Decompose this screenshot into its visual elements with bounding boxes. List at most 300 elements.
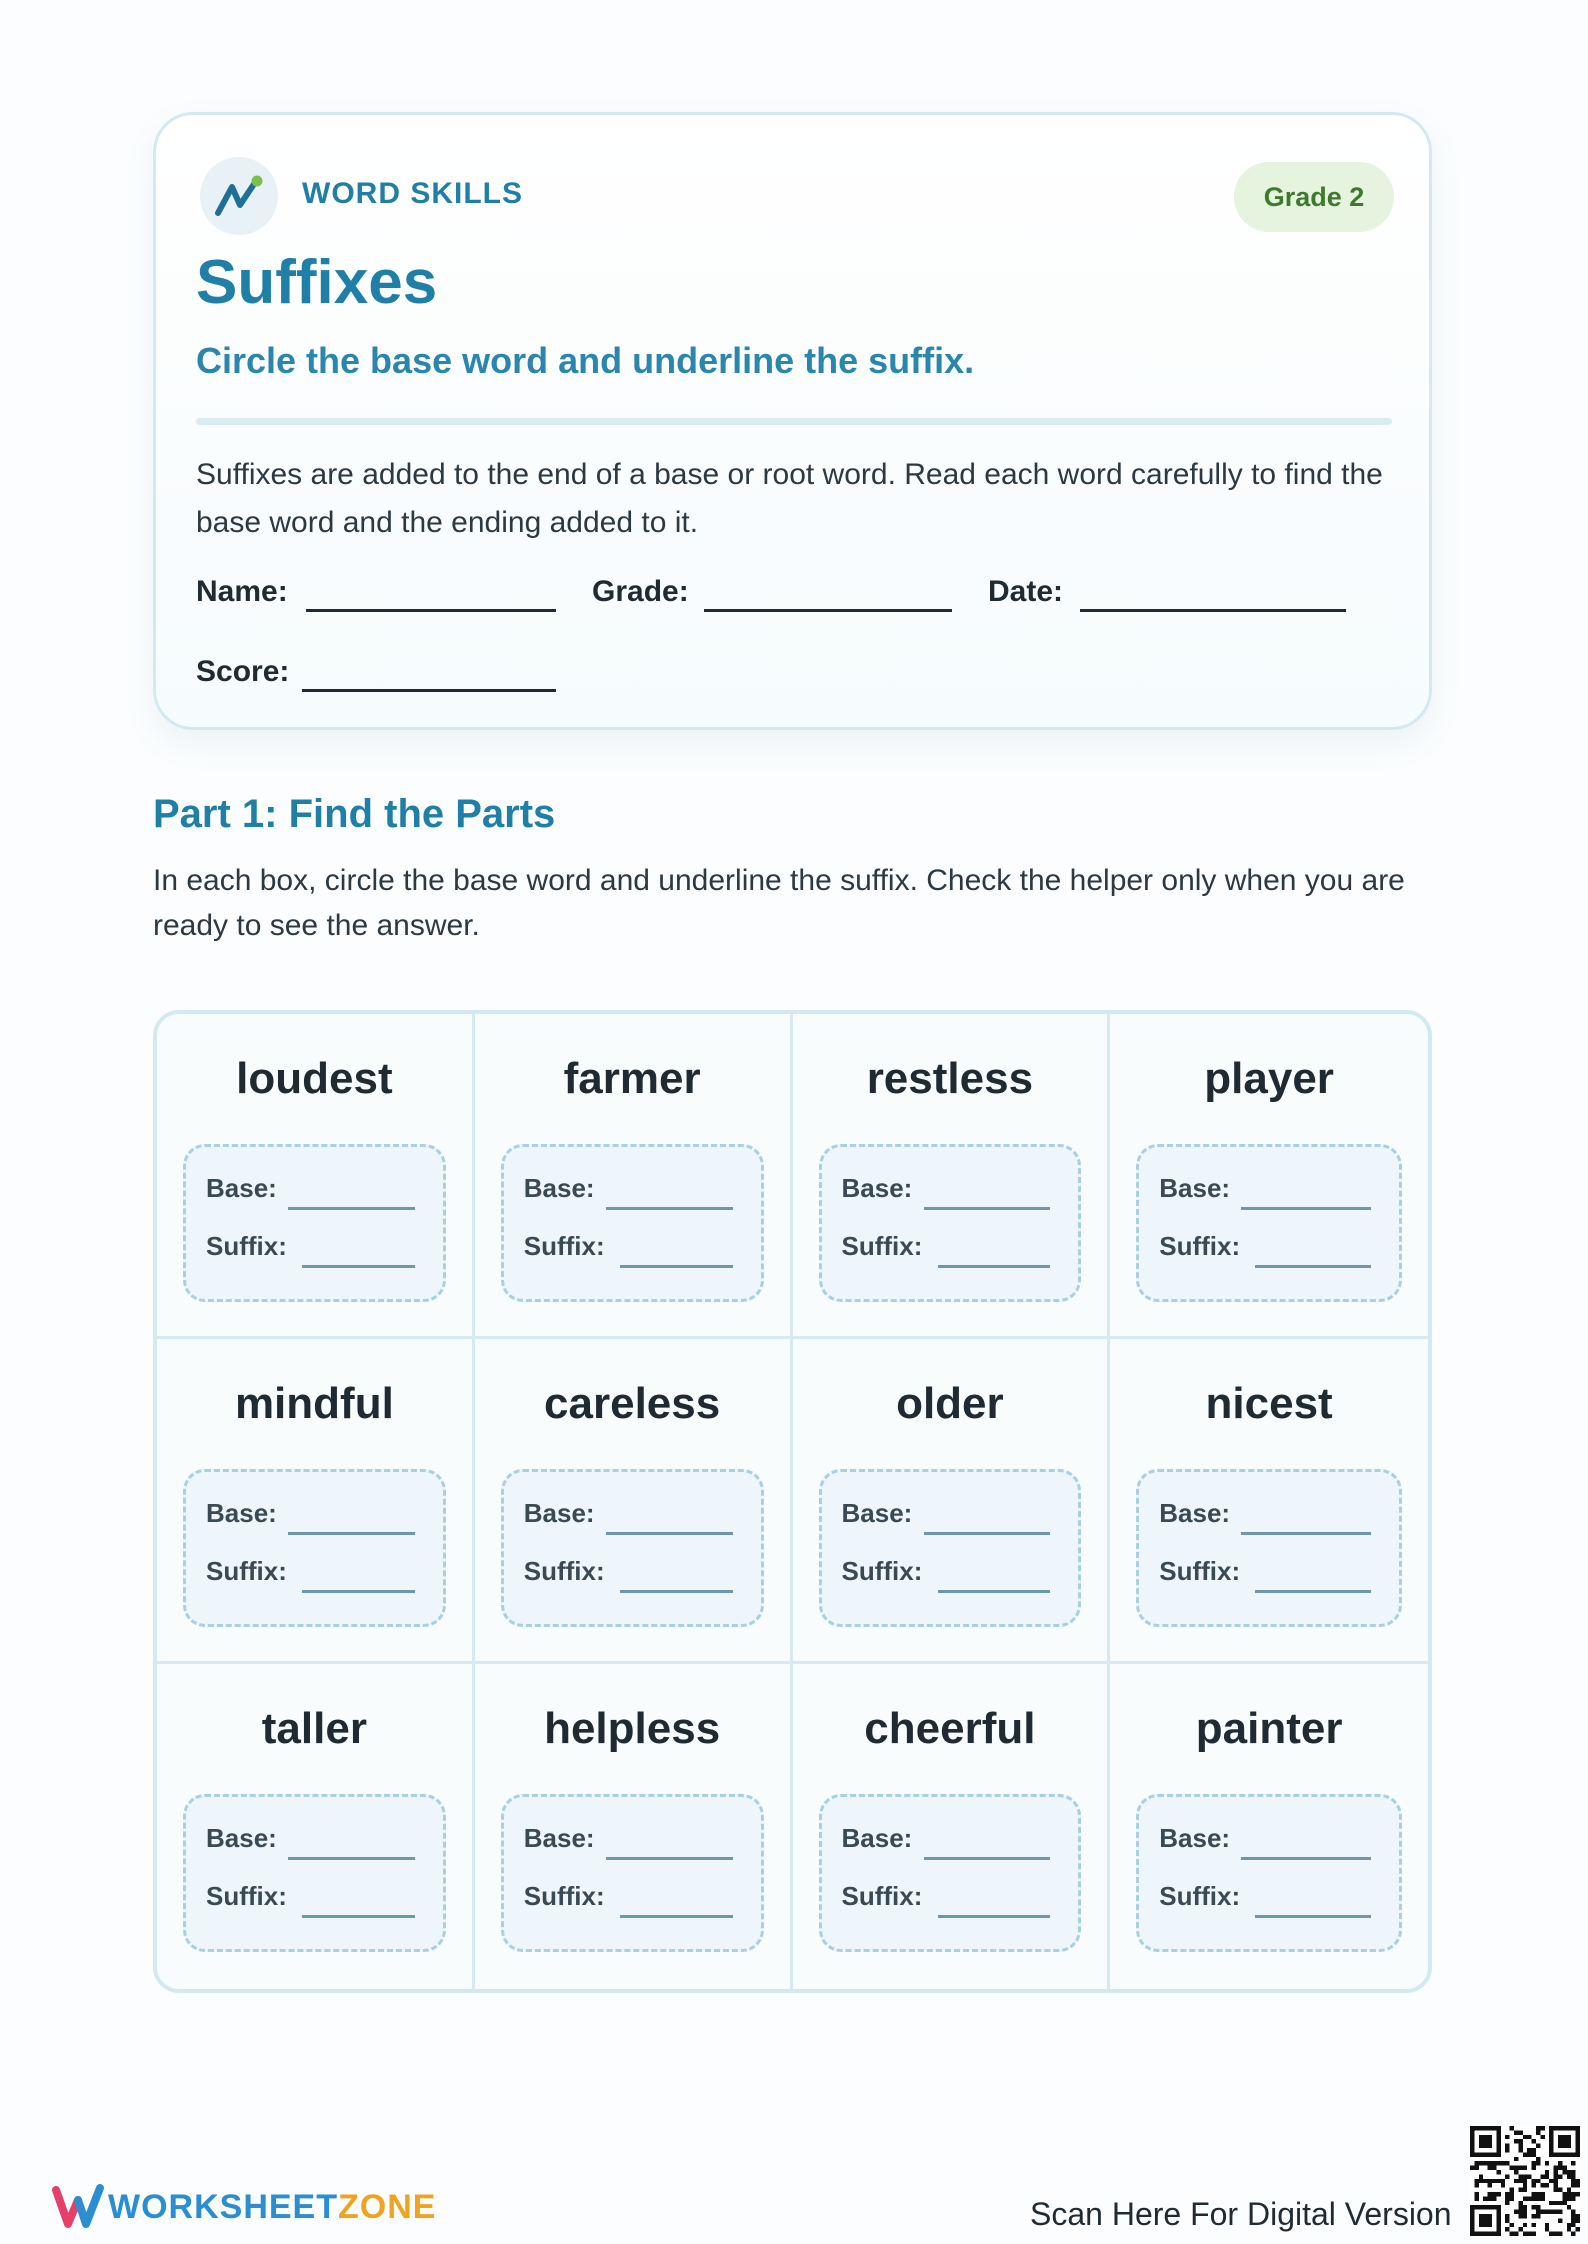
header-card	[153, 112, 1432, 730]
qr-module	[1540, 2196, 1544, 2200]
qr-module	[1558, 2135, 1571, 2148]
qr-module	[1518, 2144, 1522, 2148]
qr-module	[1545, 2170, 1549, 2174]
suffix-answer-line[interactable]	[938, 1915, 1051, 1918]
qr-module	[1523, 2135, 1527, 2139]
qr-module	[1576, 2183, 1580, 2187]
qr-module	[1518, 2166, 1522, 2170]
suffix-label: Suffix:	[1159, 1556, 1241, 1586]
qr-module	[1532, 2152, 1536, 2156]
qr-module	[1488, 2196, 1492, 2200]
qr-module	[1518, 2210, 1522, 2214]
qr-module	[1510, 2223, 1514, 2227]
suffix-answer-row	[842, 1227, 1065, 1267]
base-label: Base:	[841, 1823, 913, 1853]
target-word[interactable]: mindful	[234, 1379, 394, 1428]
intro-text: Suffixes are added to the end of a base or root word. Read each word carefully to find the base word and the ending added to it.	[196, 458, 1383, 539]
qr-module	[1514, 2170, 1518, 2174]
qr-module	[1474, 2179, 1478, 2183]
qr-module	[1532, 2166, 1536, 2170]
qr-module	[1532, 2192, 1536, 2196]
qr-module	[1536, 2214, 1540, 2218]
suffix-label: Suffix:	[841, 1231, 923, 1261]
qr-module	[1505, 2218, 1509, 2222]
qr-module	[1510, 2232, 1514, 2236]
qr-module	[1501, 2179, 1505, 2183]
qr-module	[1501, 2183, 1505, 2187]
qr-module	[1505, 2148, 1509, 2152]
trend-line-icon	[200, 157, 278, 235]
suffix-answer-line[interactable]	[938, 1265, 1051, 1268]
qr-module	[1514, 2232, 1518, 2236]
qr-module	[1496, 2192, 1500, 2196]
target-word[interactable]: farmer	[563, 1054, 701, 1103]
qr-module	[1562, 2196, 1566, 2200]
base-answer-row	[842, 1494, 1065, 1534]
base-answer-line[interactable]	[288, 1207, 415, 1210]
qr-module	[1532, 2214, 1536, 2218]
qr-module	[1576, 2214, 1580, 2218]
qr-module	[1483, 2161, 1487, 2165]
qr-module	[1571, 2232, 1575, 2236]
header-divider	[196, 418, 1392, 425]
suffix-label: Suffix:	[206, 1231, 287, 1261]
suffix-answer-row	[206, 1877, 429, 1917]
qr-module	[1567, 2196, 1571, 2200]
qr-module	[1545, 2161, 1549, 2165]
qr-module	[1474, 2161, 1478, 2165]
qr-module	[1554, 2170, 1558, 2174]
qr-module	[1571, 2170, 1575, 2174]
qr-module	[1518, 2227, 1522, 2231]
qr-module	[1536, 2161, 1540, 2165]
qr-module	[1496, 2179, 1500, 2183]
qr-module	[1479, 2161, 1483, 2165]
suffix-label: Suffix:	[523, 1881, 605, 1911]
suffix-answer-row	[206, 1227, 429, 1267]
qr-module	[1523, 2210, 1527, 2214]
base-answer-line[interactable]	[1241, 1532, 1371, 1535]
qr-module	[1527, 2174, 1531, 2178]
qr-module	[1532, 2223, 1536, 2227]
qr-module	[1536, 2179, 1540, 2183]
qr-module	[1571, 2210, 1575, 2214]
qr-module	[1496, 2161, 1500, 2165]
suffix-answer-line[interactable]	[1255, 1915, 1371, 1918]
qr-module	[1518, 2201, 1522, 2205]
qr-module	[1488, 2183, 1492, 2187]
score-field[interactable]	[196, 655, 289, 689]
qr-module	[1576, 2218, 1580, 2222]
qr-module	[1518, 2205, 1522, 2209]
page-title: Suffixes	[196, 248, 438, 317]
qr-module	[1479, 2214, 1492, 2227]
base-answer-line[interactable]	[924, 1532, 1051, 1535]
base-answer-row	[1159, 1819, 1385, 1859]
answer-box	[819, 1144, 1082, 1302]
grade-badge: Grade 2	[1234, 162, 1394, 232]
score-line[interactable]	[302, 689, 556, 692]
qr-module	[1558, 2161, 1562, 2165]
qr-module	[1540, 2183, 1544, 2187]
qr-module	[1545, 2210, 1549, 2214]
qr-module	[1523, 2152, 1527, 2156]
qr-module	[1527, 2135, 1531, 2139]
page-subtitle: Circle the base word and underline the suffix.	[196, 340, 975, 381]
qr-module	[1532, 2139, 1536, 2143]
qr-module	[1501, 2161, 1505, 2165]
word-card	[793, 1339, 1111, 1664]
grade-line[interactable]	[704, 609, 952, 612]
qr-module	[1554, 2201, 1558, 2205]
qr-module	[1554, 2179, 1558, 2183]
base-label: Base:	[1159, 1173, 1231, 1203]
base-label: Base:	[523, 1823, 595, 1853]
answer-box	[1136, 1794, 1402, 1952]
qr-module	[1576, 2192, 1580, 2196]
qr-module	[1567, 2205, 1571, 2209]
qr-module	[1492, 2179, 1496, 2183]
qr-module	[1562, 2201, 1566, 2205]
qr-module	[1523, 2179, 1527, 2183]
footer-brand-main: WORKSHEET	[108, 2188, 338, 2226]
qr-module	[1540, 2174, 1544, 2178]
qr-module	[1479, 2174, 1483, 2178]
qr-module	[1492, 2192, 1496, 2196]
qr-module	[1576, 2227, 1580, 2231]
suffix-answer-row	[206, 1552, 429, 1592]
qr-module	[1558, 2201, 1562, 2205]
qr-module	[1523, 2214, 1527, 2218]
footer-brand-accent: ZONE	[338, 2188, 437, 2226]
suffix-label: Suffix:	[1159, 1881, 1241, 1911]
qr-module	[1532, 2183, 1536, 2187]
date-label: Date:	[988, 575, 1064, 608]
qr-module	[1523, 2196, 1527, 2200]
qr-module	[1518, 2179, 1522, 2183]
qr-module	[1536, 2126, 1540, 2130]
qr-module	[1523, 2205, 1527, 2209]
qr-module	[1549, 2201, 1553, 2205]
qr-module	[1488, 2179, 1492, 2183]
qr-module	[1532, 2205, 1536, 2209]
qr-module	[1514, 2139, 1518, 2143]
qr-module	[1571, 2223, 1575, 2227]
base-answer-row	[842, 1169, 1065, 1209]
qr-module	[1571, 2174, 1575, 2178]
qr-module	[1540, 2192, 1544, 2196]
qr-module	[1518, 2188, 1522, 2192]
answer-box	[183, 1794, 446, 1952]
qr-module	[1505, 2174, 1509, 2178]
worksheetzone-logo-icon	[52, 2184, 104, 2235]
qr-module	[1549, 2179, 1553, 2183]
qr-module	[1510, 2166, 1514, 2170]
answer-box	[1136, 1469, 1402, 1627]
qr-module	[1523, 2232, 1527, 2236]
word-card	[793, 1014, 1111, 1339]
qr-module	[1474, 2183, 1478, 2187]
qr-module	[1527, 2152, 1531, 2156]
qr-module	[1571, 2218, 1575, 2222]
qr-module	[1510, 2196, 1514, 2200]
qr-module	[1571, 2183, 1575, 2187]
base-label: Base:	[206, 1498, 277, 1528]
suffix-label: Suffix:	[841, 1881, 923, 1911]
qr-module	[1479, 2135, 1492, 2148]
date-line[interactable]	[1080, 609, 1346, 612]
base-label: Base:	[206, 1823, 277, 1853]
qr-module	[1523, 2183, 1527, 2187]
qr-module	[1474, 2166, 1478, 2170]
qr-module	[1527, 2232, 1531, 2236]
name-line[interactable]	[306, 609, 556, 612]
qr-module	[1545, 2223, 1549, 2227]
word-card	[157, 1664, 475, 1989]
target-word[interactable]: helpless	[544, 1704, 721, 1753]
base-answer-line[interactable]	[606, 1207, 733, 1210]
suffix-answer-row	[842, 1877, 1065, 1917]
qr-module	[1483, 2179, 1487, 2183]
suffix-answer-line[interactable]	[1255, 1265, 1371, 1268]
base-answer-row	[206, 1819, 429, 1859]
target-word[interactable]: loudest	[236, 1054, 393, 1103]
answer-box	[819, 1469, 1082, 1627]
suffix-answer-line[interactable]	[620, 1590, 733, 1593]
qr-module	[1510, 2188, 1514, 2192]
qr-module	[1474, 2192, 1478, 2196]
grade-field[interactable]	[592, 575, 689, 609]
base-label: Base:	[523, 1498, 595, 1528]
qr-module	[1514, 2130, 1518, 2134]
base-label: Base:	[1159, 1498, 1231, 1528]
word-card	[157, 1339, 475, 1664]
answer-box	[501, 1794, 764, 1952]
suffix-answer-row	[1159, 1552, 1385, 1592]
qr-module	[1540, 2135, 1544, 2139]
base-answer-line[interactable]	[924, 1207, 1051, 1210]
qr-module	[1505, 2135, 1509, 2139]
suffix-answer-row	[524, 1552, 747, 1592]
target-word[interactable]: restless	[866, 1054, 1034, 1103]
target-word[interactable]: painter	[1195, 1704, 1343, 1753]
target-word[interactable]: older	[896, 1379, 1004, 1428]
footer-brand	[108, 2188, 436, 2227]
word-card	[475, 1664, 793, 1989]
qr-module	[1510, 2192, 1514, 2196]
qr-module	[1554, 2210, 1558, 2214]
base-answer-row	[524, 1169, 747, 1209]
qr-module	[1518, 2214, 1522, 2218]
target-word[interactable]: nicest	[1205, 1379, 1333, 1428]
suffix-answer-row	[1159, 1877, 1385, 1917]
qr-module	[1536, 2130, 1540, 2134]
qr-module	[1505, 2227, 1509, 2231]
qr-module	[1532, 2148, 1536, 2152]
qr-module	[1576, 2179, 1580, 2183]
suffix-label: Suffix:	[1159, 1231, 1241, 1261]
suffix-answer-line[interactable]	[302, 1590, 415, 1593]
qr-module	[1558, 2188, 1562, 2192]
qr-module	[1567, 2192, 1571, 2196]
base-answer-line[interactable]	[606, 1857, 733, 1860]
qr-module	[1554, 2183, 1558, 2187]
qr-module	[1545, 2183, 1549, 2187]
qr-module	[1518, 2139, 1522, 2143]
answer-box	[1136, 1144, 1402, 1302]
word-card	[475, 1339, 793, 1664]
qr-module	[1571, 2179, 1575, 2183]
base-answer-row	[524, 1494, 747, 1534]
qr-module	[1558, 2218, 1562, 2222]
qr-module	[1562, 2170, 1566, 2174]
suffix-answer-line[interactable]	[620, 1265, 733, 1268]
qr-module	[1554, 2232, 1558, 2236]
qr-module	[1562, 2192, 1566, 2196]
answer-box	[819, 1794, 1082, 1952]
qr-module	[1505, 2196, 1509, 2200]
base-answer-row	[524, 1819, 747, 1859]
qr-module	[1514, 2166, 1518, 2170]
qr-module	[1505, 2214, 1509, 2218]
word-card	[157, 1014, 475, 1339]
base-answer-line[interactable]	[1241, 1207, 1371, 1210]
qr-module	[1536, 2157, 1540, 2161]
suffix-label: Suffix:	[841, 1556, 923, 1586]
qr-module	[1518, 2148, 1522, 2152]
qr-module	[1523, 2223, 1527, 2227]
qr-module	[1514, 2210, 1518, 2214]
qr-module	[1536, 2192, 1540, 2196]
qr-module	[1558, 2210, 1562, 2214]
qr-module	[1523, 2166, 1527, 2170]
qr-module	[1540, 2126, 1544, 2130]
date-field[interactable]	[988, 575, 1063, 609]
qr-module	[1488, 2161, 1492, 2165]
qr-module	[1549, 2232, 1553, 2236]
qr-module	[1488, 2192, 1492, 2196]
score-label: Score:	[196, 655, 290, 688]
name-field[interactable]	[196, 575, 288, 609]
answer-box	[501, 1469, 764, 1627]
base-answer-line[interactable]	[924, 1857, 1051, 1860]
qr-module	[1571, 2161, 1575, 2165]
qr-module	[1567, 2188, 1571, 2192]
qr-code-icon[interactable]	[1470, 2126, 1580, 2236]
qr-module	[1510, 2126, 1514, 2130]
qr-module	[1492, 2161, 1496, 2165]
qr-module	[1532, 2232, 1536, 2236]
qr-module	[1554, 2166, 1558, 2170]
qr-module	[1536, 2196, 1540, 2200]
qr-module	[1479, 2179, 1483, 2183]
word-card	[1110, 1014, 1428, 1339]
suffix-answer-row	[842, 1552, 1065, 1592]
base-label: Base:	[1159, 1823, 1231, 1853]
qr-module	[1545, 2227, 1549, 2231]
suffix-answer-row	[524, 1227, 747, 1267]
part1-description: In each box, circle the base word and underline the suffix. Check the helper only when you are ready to see the answer.	[153, 864, 1405, 942]
qr-module	[1505, 2192, 1509, 2196]
qr-module	[1554, 2188, 1558, 2192]
suffix-label: Suffix:	[206, 1556, 287, 1586]
qr-module	[1532, 2161, 1536, 2165]
word-card	[1110, 1339, 1428, 1664]
suffix-answer-line[interactable]	[1255, 1590, 1371, 1593]
base-answer-row	[1159, 1494, 1385, 1534]
qr-module	[1545, 2174, 1549, 2178]
qr-module	[1514, 2157, 1518, 2161]
qr-module	[1558, 2174, 1562, 2178]
qr-module	[1527, 2196, 1531, 2200]
target-word[interactable]: cheerful	[864, 1704, 1036, 1753]
base-answer-line[interactable]	[288, 1532, 415, 1535]
qr-module	[1571, 2192, 1575, 2196]
qr-module	[1518, 2174, 1522, 2178]
qr-module	[1523, 2174, 1527, 2178]
suffix-answer-line[interactable]	[302, 1265, 415, 1268]
suffix-answer-line[interactable]	[620, 1915, 733, 1918]
base-answer-line[interactable]	[606, 1532, 733, 1535]
qr-module	[1488, 2166, 1492, 2170]
answer-box	[183, 1469, 446, 1627]
section-kicker: WORD SKILLS	[302, 177, 523, 210]
qr-module	[1527, 2148, 1531, 2152]
suffix-answer-line[interactable]	[302, 1915, 415, 1918]
qr-module	[1505, 2161, 1509, 2165]
base-answer-row	[842, 1819, 1065, 1859]
qr-module	[1492, 2166, 1496, 2170]
suffix-label: Suffix:	[523, 1231, 605, 1261]
qr-module	[1523, 2188, 1527, 2192]
suffix-answer-line[interactable]	[938, 1590, 1051, 1593]
qr-module	[1483, 2196, 1487, 2200]
qr-module	[1536, 2205, 1540, 2209]
qr-module	[1562, 2166, 1566, 2170]
qr-module	[1567, 2227, 1571, 2231]
base-label: Base:	[206, 1173, 277, 1203]
base-answer-row	[1159, 1169, 1385, 1209]
base-label: Base:	[841, 1498, 913, 1528]
qr-module	[1554, 2174, 1558, 2178]
suffix-answer-row	[524, 1877, 747, 1917]
base-answer-line[interactable]	[1241, 1857, 1371, 1860]
qr-module	[1567, 2174, 1571, 2178]
qr-module	[1505, 2201, 1509, 2205]
suffix-label: Suffix:	[206, 1881, 287, 1911]
target-word[interactable]: player	[1204, 1054, 1334, 1103]
answer-box	[501, 1144, 764, 1302]
base-answer-line[interactable]	[288, 1857, 415, 1860]
qr-module	[1567, 2223, 1571, 2227]
qr-module	[1536, 2144, 1540, 2148]
qr-module	[1505, 2144, 1509, 2148]
qr-module	[1532, 2196, 1536, 2200]
qr-module	[1571, 2196, 1575, 2200]
target-word[interactable]: taller	[261, 1704, 367, 1753]
target-word[interactable]: careless	[544, 1379, 721, 1428]
qr-module	[1558, 2232, 1562, 2236]
qr-module	[1514, 2179, 1518, 2183]
qr-module	[1518, 2130, 1522, 2134]
base-answer-row	[206, 1494, 429, 1534]
name-label: Name:	[196, 575, 288, 608]
suffix-label: Suffix:	[523, 1556, 605, 1586]
qr-module	[1470, 2166, 1474, 2170]
base-label: Base:	[841, 1173, 913, 1203]
qr-module	[1474, 2196, 1478, 2200]
base-label: Base:	[523, 1173, 595, 1203]
